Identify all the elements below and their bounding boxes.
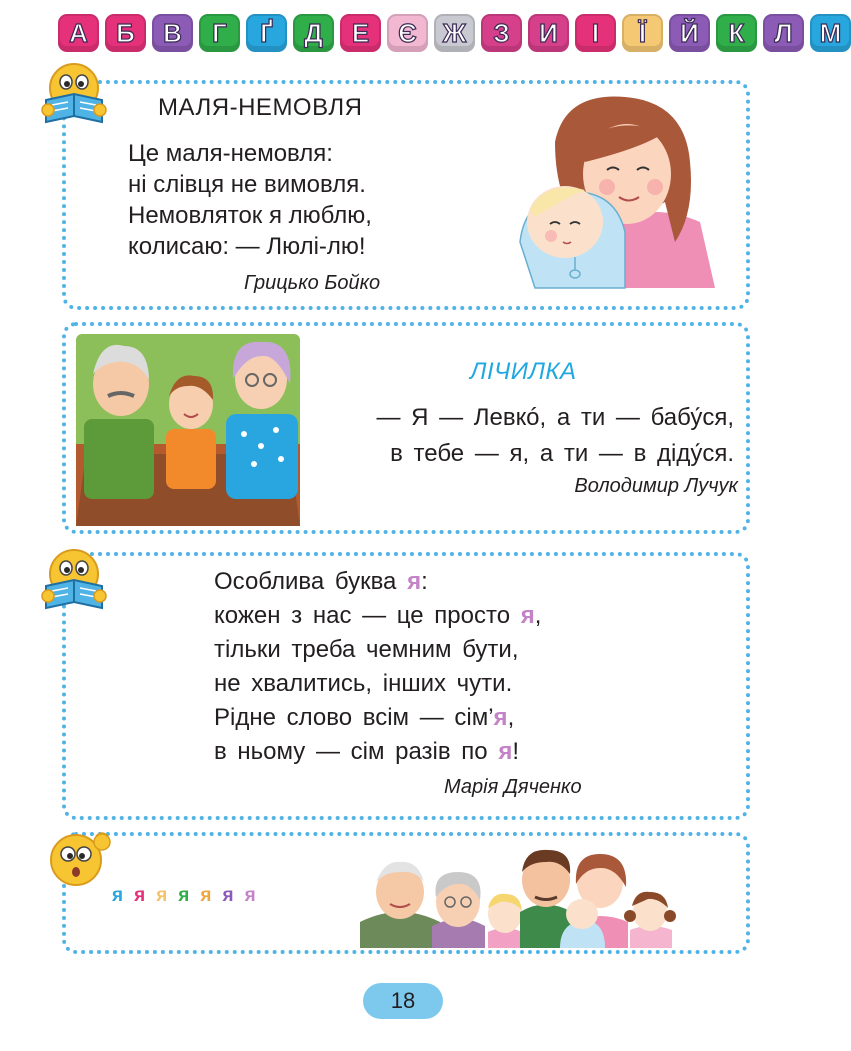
alphabet-tile: Є <box>387 14 428 52</box>
practice-letter: я <box>112 885 124 906</box>
reading-emoji-icon <box>40 546 108 612</box>
alphabet-tile: Д <box>293 14 334 52</box>
practice-letter: я <box>222 885 234 906</box>
highlighted-letter: я <box>493 704 508 731</box>
poem-line: не хвалитись, інших чути. <box>214 670 513 697</box>
alphabet-tile: Е <box>340 14 381 52</box>
family-illustration <box>360 842 700 948</box>
poem-line: колисаю: — Люлі-лю! <box>128 233 366 260</box>
highlighted-letter: я <box>407 568 422 595</box>
alphabet-tile: М <box>810 14 851 52</box>
poem-line: — Я — Левкó, а ти — бабу́ся, <box>376 404 734 431</box>
highlighted-letter: я <box>520 602 535 629</box>
poem-text <box>376 400 734 472</box>
practice-letter: я <box>200 885 212 906</box>
alphabet-tile: Ґ <box>246 14 287 52</box>
practice-letter: я <box>134 885 146 906</box>
alphabet-tile: Й <box>669 14 710 52</box>
alphabet-tile: Ї <box>622 14 663 52</box>
poem-line: Це маля-немовля: <box>128 140 333 167</box>
poem-line: тільки треба чемним бути, <box>214 636 519 663</box>
poem-line: в тебе — я, а ти — в діду́ся. <box>390 440 734 467</box>
poem-title: МАЛЯ-НЕМОВЛЯ <box>158 94 363 121</box>
poem-text <box>214 565 541 769</box>
poem-title: ЛІЧИЛКА <box>470 358 577 385</box>
letter-practice-row <box>112 885 256 907</box>
thinking-emoji-icon <box>46 830 116 888</box>
poem-line: Особлива буква я: <box>214 568 428 595</box>
practice-letter: я <box>178 885 190 906</box>
practice-letter: я <box>244 885 256 906</box>
alphabet-tile: З <box>481 14 522 52</box>
poem-line: ні слівця не вимовля. <box>128 171 366 198</box>
alphabet-tile: Г <box>199 14 240 52</box>
mother-baby-illustration <box>515 92 730 288</box>
alphabet-tile: И <box>528 14 569 52</box>
alphabet-tile: А <box>58 14 99 52</box>
grandparents-boy-illustration <box>76 334 300 526</box>
practice-letter: я <box>156 885 168 906</box>
alphabet-tile: Б <box>105 14 146 52</box>
reading-emoji-icon <box>40 60 108 126</box>
page-number: 18 <box>363 983 443 1019</box>
poem-line: Рідне слово всім — сім’я, <box>214 704 515 731</box>
poem-line: кожен з нас — це просто я, <box>214 602 542 629</box>
poem-line: Немовляток я люблю, <box>128 202 372 229</box>
highlighted-letter: я <box>498 738 513 765</box>
poem-line: в ньому — сім разів по я! <box>214 738 520 765</box>
alphabet-strip <box>58 14 851 52</box>
alphabet-tile: В <box>152 14 193 52</box>
alphabet-tile: К <box>716 14 757 52</box>
alphabet-tile: І <box>575 14 616 52</box>
poem-text <box>128 138 372 262</box>
poem-author: Володимир Лучук <box>574 475 738 497</box>
poem-author: Марія Дяченко <box>444 776 582 798</box>
alphabet-tile: Ж <box>434 14 475 52</box>
poem-author: Грицько Бойко <box>244 272 381 294</box>
alphabet-tile: Л <box>763 14 804 52</box>
